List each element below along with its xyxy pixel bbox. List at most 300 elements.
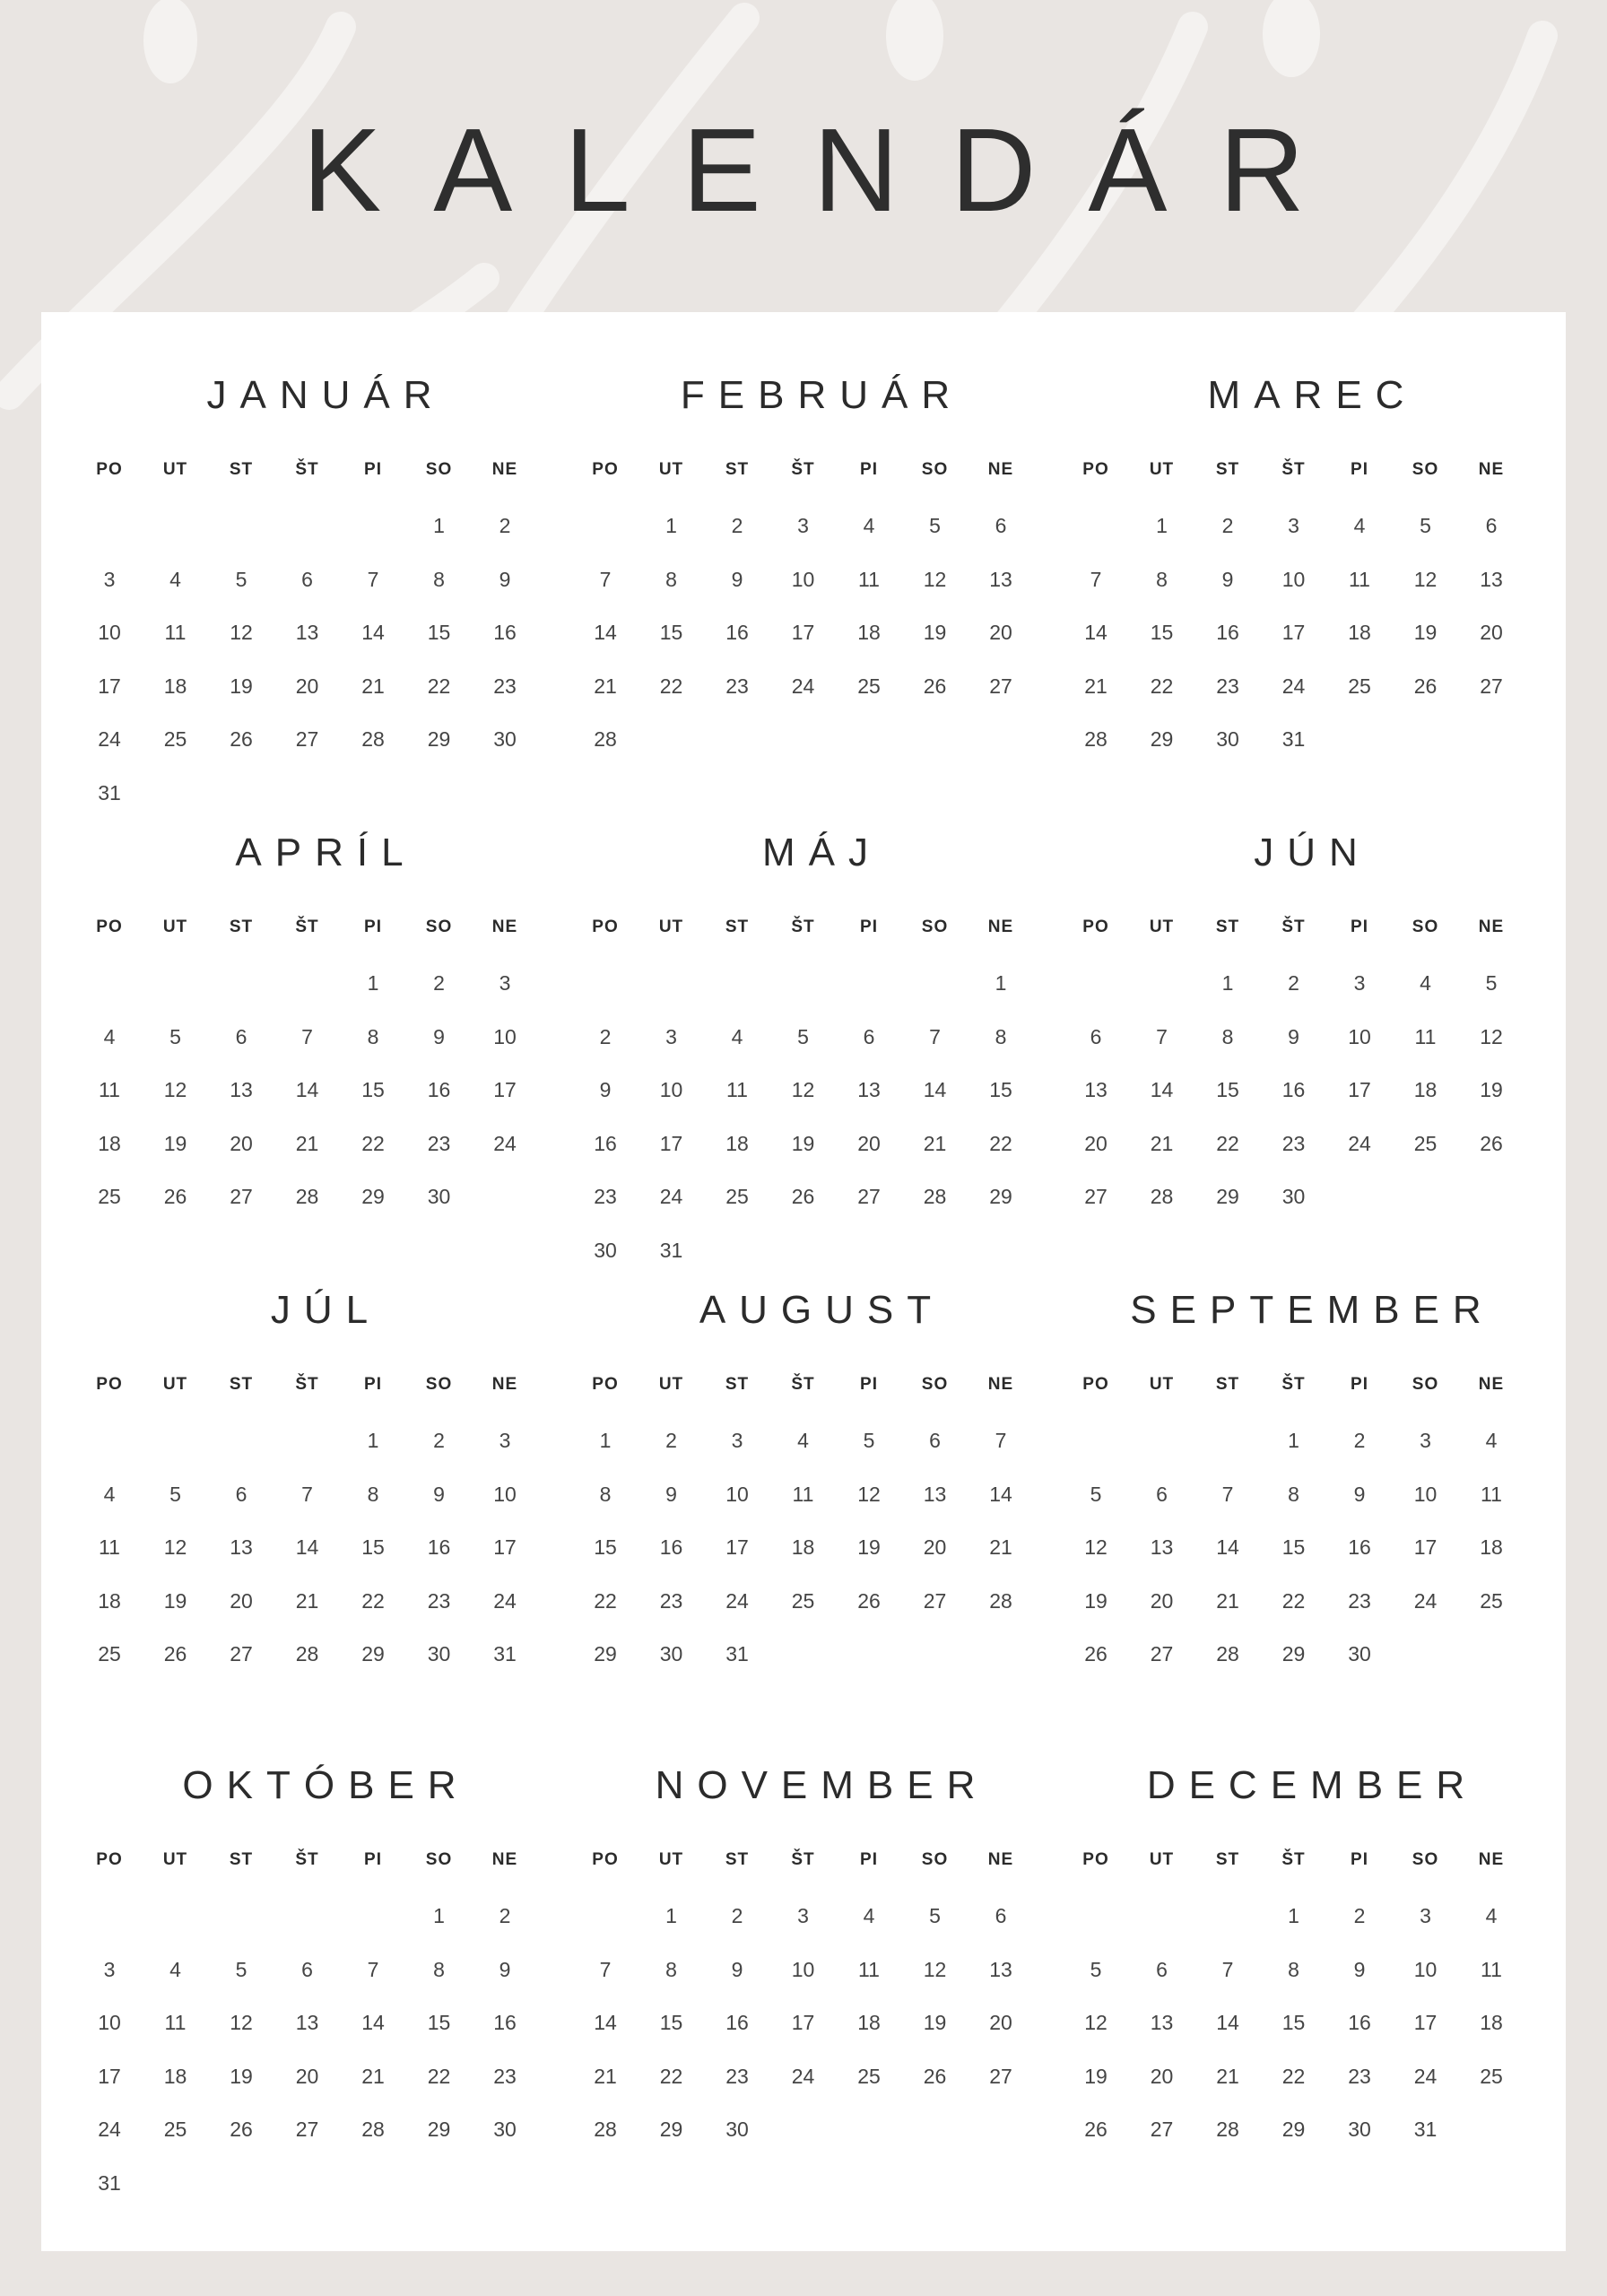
day-cell: 10 [791, 1957, 815, 1981]
weekday-header: UT [658, 460, 684, 479]
day-cell: 26 [1413, 674, 1438, 698]
day-cell: 8 [1156, 567, 1168, 591]
weekday-header: NE [987, 918, 1014, 936]
day-cell: 29 [427, 727, 451, 751]
day-cell: 5 [1420, 514, 1431, 537]
weekday-header: NE [987, 1375, 1014, 1394]
month-name: MAREC [1207, 373, 1418, 417]
day-cell: 8 [995, 1024, 1007, 1048]
day-cell: 14 [1150, 1078, 1174, 1101]
day-cell: 1 [1156, 514, 1168, 537]
day-cell: 2 [433, 1429, 445, 1452]
weekday-header: PI [364, 1375, 382, 1394]
day-cell: 28 [923, 1185, 947, 1208]
day-cell: 25 [1480, 2064, 1503, 2088]
weekday-header: SO [425, 460, 453, 479]
day-cell: 31 [1281, 727, 1306, 751]
weekday-header: PO [1082, 1850, 1109, 1869]
day-cell: 19 [230, 674, 253, 698]
weekday-header: PI [1351, 918, 1368, 936]
day-cell: 8 [1221, 1024, 1234, 1048]
day-cell: 14 [594, 2011, 617, 2034]
day-cell: 8 [367, 1024, 379, 1048]
day-cell: 24 [1348, 1131, 1371, 1155]
day-cell: 10 [98, 621, 121, 644]
day-cell: 5 [1485, 971, 1498, 995]
weekday-header: NE [987, 1850, 1014, 1869]
month-block [1064, 1285, 1548, 1707]
day-cell: 14 [1216, 2011, 1239, 2034]
day-cell: 7 [367, 567, 379, 591]
day-cell: 24 [725, 1588, 749, 1613]
month-block [77, 828, 561, 1249]
day-cell: 25 [857, 2064, 881, 2088]
day-cell: 26 [1480, 1131, 1503, 1155]
day-cell: 12 [230, 2011, 253, 2034]
day-cell: 19 [923, 2011, 947, 2034]
day-cell: 28 [361, 727, 385, 751]
day-cell: 27 [1150, 2118, 1174, 2141]
day-cell: 12 [791, 1078, 815, 1101]
month-name: NOVEMBER [655, 1763, 989, 1807]
weekday-header: NE [491, 918, 518, 936]
day-cell: 17 [791, 2011, 815, 2034]
day-cell: 18 [857, 621, 881, 644]
day-cell: 3 [103, 1957, 116, 1981]
weekday-header: PO [96, 1850, 123, 1869]
day-cell: 27 [230, 1642, 253, 1665]
weekday-header: UT [1149, 918, 1175, 936]
day-cell: 28 [1150, 1185, 1174, 1208]
day-cell: 23 [1216, 674, 1239, 698]
weekday-header: PO [96, 918, 123, 936]
day-cell: 25 [1348, 674, 1371, 698]
day-cell: 3 [1288, 514, 1299, 537]
weekday-header: ST [229, 1375, 254, 1394]
day-cell: 12 [857, 1482, 881, 1506]
day-cell: 16 [1348, 2011, 1371, 2034]
day-cell: 31 [493, 1642, 517, 1665]
day-cell: 9 [499, 1957, 511, 1981]
month-block [573, 1761, 1057, 2182]
day-cell: 27 [989, 2064, 1012, 2088]
day-cell: 8 [1288, 1482, 1299, 1506]
day-cell: 8 [433, 567, 445, 591]
day-cell: 24 [98, 727, 121, 751]
weekday-header: UT [1149, 1850, 1175, 1869]
day-cell: 27 [923, 1588, 947, 1613]
day-cell: 7 [929, 1024, 941, 1048]
day-cell: 2 [499, 1904, 511, 1927]
day-cell: 30 [493, 2118, 517, 2141]
weekday-header: ŠT [791, 918, 815, 936]
day-cell: 14 [923, 1078, 947, 1101]
day-cell: 6 [1090, 1024, 1102, 1048]
day-cell: 29 [427, 2118, 451, 2141]
day-cell: 11 [1414, 1024, 1437, 1048]
day-cell: 12 [1413, 567, 1438, 591]
day-cell: 26 [791, 1185, 815, 1208]
day-cell: 4 [731, 1024, 743, 1048]
weekday-header: NE [491, 1850, 518, 1869]
day-cell: 6 [1156, 1482, 1168, 1506]
day-cell: 7 [301, 1024, 313, 1048]
month-block [1064, 370, 1548, 792]
month-name: JANUÁR [206, 373, 446, 417]
day-cell: 22 [1281, 1588, 1306, 1613]
day-cell: 2 [1288, 971, 1299, 995]
day-cell: 29 [1216, 1185, 1239, 1208]
day-cell: 17 [1348, 1078, 1371, 1101]
day-cell: 7 [301, 1482, 313, 1506]
day-cell: 1 [1288, 1429, 1299, 1452]
weekday-header: ST [725, 460, 750, 479]
weekday-header: ŠT [791, 1850, 815, 1869]
day-cell: 20 [230, 1131, 253, 1155]
day-cell: 30 [594, 1238, 617, 1262]
day-cell: 17 [98, 674, 121, 698]
day-cell: 28 [1084, 727, 1108, 751]
day-cell: 10 [1281, 567, 1306, 591]
day-cell: 23 [725, 2064, 749, 2088]
day-cell: 13 [923, 1482, 947, 1506]
day-cell: 20 [989, 621, 1012, 644]
day-cell: 3 [797, 1904, 809, 1927]
day-cell: 14 [361, 2011, 385, 2034]
day-cell: 23 [1281, 1131, 1306, 1155]
day-cell: 3 [499, 971, 511, 995]
day-cell: 23 [493, 674, 517, 698]
month-block [573, 828, 1057, 1262]
day-cell: 26 [163, 1185, 187, 1208]
weekday-header: ŠT [295, 1375, 319, 1394]
day-cell: 5 [1090, 1482, 1102, 1506]
day-cell: 20 [1480, 621, 1503, 644]
month-block [77, 1761, 561, 2195]
day-cell: 16 [725, 621, 749, 644]
day-cell: 11 [1349, 567, 1370, 591]
month-block [1064, 1761, 1548, 2182]
weekday-header: ST [229, 918, 254, 936]
day-cell: 24 [493, 1131, 517, 1155]
day-cell: 27 [295, 727, 319, 751]
day-cell: 27 [295, 2118, 319, 2141]
day-cell: 28 [594, 2118, 617, 2141]
day-cell: 9 [1353, 1957, 1366, 1981]
day-cell: 20 [295, 674, 319, 698]
day-cell: 27 [230, 1185, 253, 1208]
day-cell: 26 [1084, 1642, 1108, 1665]
weekday-header: ŠT [1281, 1850, 1306, 1869]
day-cell: 27 [857, 1185, 881, 1208]
month-block [77, 370, 561, 804]
day-cell: 12 [163, 1078, 187, 1101]
day-cell: 8 [433, 1957, 445, 1981]
day-cell: 18 [163, 674, 187, 698]
day-cell: 6 [1156, 1957, 1168, 1981]
day-cell: 21 [1216, 1588, 1239, 1613]
day-cell: 18 [1413, 1078, 1438, 1101]
weekday-header: SO [1412, 1850, 1439, 1869]
day-cell: 21 [361, 2064, 385, 2088]
day-cell: 10 [1413, 1482, 1438, 1506]
day-cell: 7 [1221, 1482, 1234, 1506]
day-cell: 15 [659, 621, 683, 644]
day-cell: 2 [1353, 1429, 1366, 1452]
day-cell: 25 [98, 1185, 121, 1208]
weekday-header: PI [1351, 1850, 1368, 1869]
day-cell: 5 [235, 567, 248, 591]
day-cell: 13 [989, 567, 1012, 591]
day-cell: 30 [1216, 727, 1239, 751]
day-cell: 15 [1281, 1535, 1306, 1559]
day-cell: 22 [659, 2064, 683, 2088]
day-cell: 15 [427, 2011, 451, 2034]
day-cell: 21 [295, 1588, 319, 1613]
day-cell: 15 [989, 1078, 1012, 1101]
day-cell: 14 [295, 1078, 319, 1101]
day-cell: 4 [1485, 1429, 1498, 1452]
day-cell: 30 [427, 1642, 451, 1665]
day-cell: 13 [295, 621, 319, 644]
day-cell: 16 [1281, 1078, 1306, 1101]
day-cell: 26 [163, 1642, 187, 1665]
day-cell: 2 [1221, 514, 1234, 537]
day-cell: 11 [792, 1482, 814, 1506]
month-name: FEBRUÁR [680, 373, 964, 417]
day-cell: 31 [1413, 2118, 1438, 2141]
day-cell: 30 [493, 727, 517, 751]
day-cell: 4 [863, 514, 875, 537]
weekday-header: PI [364, 1850, 382, 1869]
day-cell: 23 [1348, 2064, 1371, 2088]
day-cell: 16 [659, 1535, 683, 1559]
day-cell: 12 [1480, 1024, 1503, 1048]
day-cell: 16 [427, 1535, 451, 1559]
day-cell: 17 [1413, 1535, 1438, 1559]
day-cell: 24 [1281, 674, 1306, 698]
day-cell: 20 [923, 1535, 947, 1559]
day-cell: 16 [427, 1078, 451, 1101]
day-cell: 11 [99, 1535, 120, 1559]
day-cell: 22 [1150, 674, 1174, 698]
day-cell: 1 [367, 1429, 379, 1452]
day-cell: 20 [230, 1588, 253, 1613]
month-block [1064, 828, 1548, 1249]
month-name: JÚL [270, 1288, 382, 1332]
day-cell: 11 [1481, 1957, 1502, 1981]
day-cell: 7 [599, 567, 612, 591]
day-cell: 17 [493, 1535, 517, 1559]
day-cell: 22 [659, 674, 683, 698]
month-name: OKTÓBER [182, 1763, 470, 1807]
weekday-header: UT [162, 460, 188, 479]
weekday-header: NE [1478, 1850, 1505, 1869]
day-cell: 6 [995, 514, 1007, 537]
day-cell: 31 [659, 1238, 683, 1262]
day-cell: 6 [929, 1429, 941, 1452]
day-cell: 26 [1084, 2118, 1108, 2141]
day-cell: 22 [361, 1131, 385, 1155]
day-cell: 13 [295, 2011, 319, 2034]
weekday-header: PO [592, 460, 619, 479]
day-cell: 20 [857, 1131, 881, 1155]
day-cell: 20 [295, 2064, 319, 2088]
day-cell: 28 [295, 1185, 319, 1208]
day-cell: 1 [367, 971, 379, 995]
day-cell: 21 [923, 1131, 947, 1155]
day-cell: 20 [1084, 1131, 1108, 1155]
day-cell: 1 [1288, 1904, 1299, 1927]
day-cell: 5 [169, 1482, 181, 1506]
day-cell: 29 [594, 1642, 617, 1665]
weekday-header: PO [592, 1375, 619, 1394]
day-cell: 11 [99, 1078, 120, 1101]
day-cell: 15 [1150, 621, 1174, 644]
weekday-header: SO [425, 1850, 453, 1869]
day-cell: 25 [857, 674, 881, 698]
weekday-header: SO [921, 460, 949, 479]
day-cell: 18 [1480, 2011, 1503, 2034]
weekday-header: ST [1215, 918, 1240, 936]
day-cell: 28 [361, 2118, 385, 2141]
day-cell: 9 [433, 1482, 445, 1506]
day-cell: 12 [163, 1535, 187, 1559]
day-cell: 13 [989, 1957, 1012, 1981]
day-cell: 3 [499, 1429, 511, 1452]
weekday-header: NE [987, 460, 1014, 479]
day-cell: 15 [361, 1535, 385, 1559]
day-cell: 17 [98, 2064, 121, 2088]
day-cell: 18 [98, 1588, 121, 1613]
day-cell: 14 [361, 621, 385, 644]
day-cell: 21 [594, 674, 617, 698]
day-cell: 21 [1150, 1131, 1174, 1155]
day-cell: 30 [1281, 1185, 1306, 1208]
day-cell: 26 [230, 2118, 253, 2141]
day-cell: 25 [791, 1588, 815, 1613]
day-cell: 3 [797, 514, 809, 537]
day-cell: 23 [1348, 1588, 1371, 1613]
day-cell: 31 [98, 780, 121, 804]
day-cell: 20 [989, 2011, 1012, 2034]
day-cell: 15 [1281, 2011, 1306, 2034]
weekday-header: ST [1215, 1375, 1240, 1394]
weekday-header: UT [162, 918, 188, 936]
day-cell: 5 [929, 1904, 941, 1927]
day-cell: 19 [791, 1131, 815, 1155]
day-cell: 8 [599, 1482, 612, 1506]
day-cell: 26 [923, 2064, 947, 2088]
day-cell: 28 [1216, 1642, 1239, 1665]
day-cell: 7 [1156, 1024, 1168, 1048]
day-cell: 19 [163, 1131, 187, 1155]
day-cell: 19 [1084, 2064, 1108, 2088]
weekday-header: PO [1082, 918, 1109, 936]
day-cell: 13 [857, 1078, 881, 1101]
day-cell: 28 [1216, 2118, 1239, 2141]
day-cell: 18 [1348, 621, 1371, 644]
day-cell: 30 [1348, 2118, 1371, 2141]
weekday-header: PI [860, 1375, 878, 1394]
day-cell: 22 [427, 2064, 451, 2088]
weekday-header: NE [1478, 918, 1505, 936]
day-cell: 10 [98, 2011, 121, 2034]
day-cell: 19 [163, 1588, 187, 1613]
weekday-header: ŠT [295, 918, 319, 936]
weekday-header: ST [229, 1850, 254, 1869]
day-cell: 16 [1348, 1535, 1371, 1559]
day-cell: 22 [427, 674, 451, 698]
day-cell: 7 [995, 1429, 1007, 1452]
weekday-header: ŠT [1281, 460, 1306, 479]
day-cell: 3 [1353, 971, 1366, 995]
day-cell: 10 [1413, 1957, 1438, 1981]
day-cell: 4 [1353, 514, 1366, 537]
day-cell: 14 [295, 1535, 319, 1559]
day-cell: 25 [163, 2118, 187, 2141]
day-cell: 12 [1084, 2011, 1108, 2034]
weekday-header: UT [162, 1375, 188, 1394]
day-cell: 25 [163, 727, 187, 751]
day-cell: 25 [1413, 1131, 1438, 1155]
day-cell: 23 [725, 674, 749, 698]
day-cell: 27 [1084, 1185, 1108, 1208]
day-cell: 4 [797, 1429, 809, 1452]
weekday-header: PO [592, 918, 619, 936]
day-cell: 9 [1288, 1024, 1299, 1048]
day-cell: 24 [1413, 1588, 1438, 1613]
day-cell: 15 [1216, 1078, 1239, 1101]
weekday-header: PI [860, 1850, 878, 1869]
day-cell: 30 [427, 1185, 451, 1208]
month-block [573, 1285, 1057, 1707]
day-cell: 3 [665, 1024, 677, 1048]
weekday-header: ST [725, 1375, 750, 1394]
day-cell: 28 [295, 1642, 319, 1665]
weekday-header: UT [658, 1850, 684, 1869]
day-cell: 1 [1221, 971, 1234, 995]
day-cell: 18 [857, 2011, 881, 2034]
day-cell: 23 [493, 2064, 517, 2088]
day-cell: 31 [98, 2170, 121, 2195]
day-cell: 24 [791, 674, 815, 698]
day-cell: 8 [665, 567, 677, 591]
day-cell: 24 [791, 2064, 815, 2088]
day-cell: 6 [863, 1024, 875, 1048]
day-cell: 21 [1084, 674, 1108, 698]
weekday-header: SO [425, 1375, 453, 1394]
day-cell: 14 [1084, 621, 1108, 644]
day-cell: 18 [163, 2064, 187, 2088]
day-cell: 20 [1150, 2064, 1174, 2088]
weekday-header: ST [725, 918, 750, 936]
weekday-header: PI [364, 460, 382, 479]
day-cell: 5 [863, 1429, 875, 1452]
weekday-header: PI [364, 918, 382, 936]
day-cell: 13 [1150, 1535, 1174, 1559]
weekday-header: ŠT [1281, 918, 1306, 936]
day-cell: 16 [493, 621, 517, 644]
day-cell: 22 [1281, 2064, 1306, 2088]
day-cell: 3 [1420, 1904, 1431, 1927]
month-block [573, 370, 1057, 792]
day-cell: 4 [103, 1024, 116, 1048]
day-cell: 11 [164, 2011, 187, 2034]
day-cell: 7 [1221, 1957, 1234, 1981]
day-cell: 5 [1090, 1957, 1102, 1981]
day-cell: 28 [594, 727, 617, 751]
